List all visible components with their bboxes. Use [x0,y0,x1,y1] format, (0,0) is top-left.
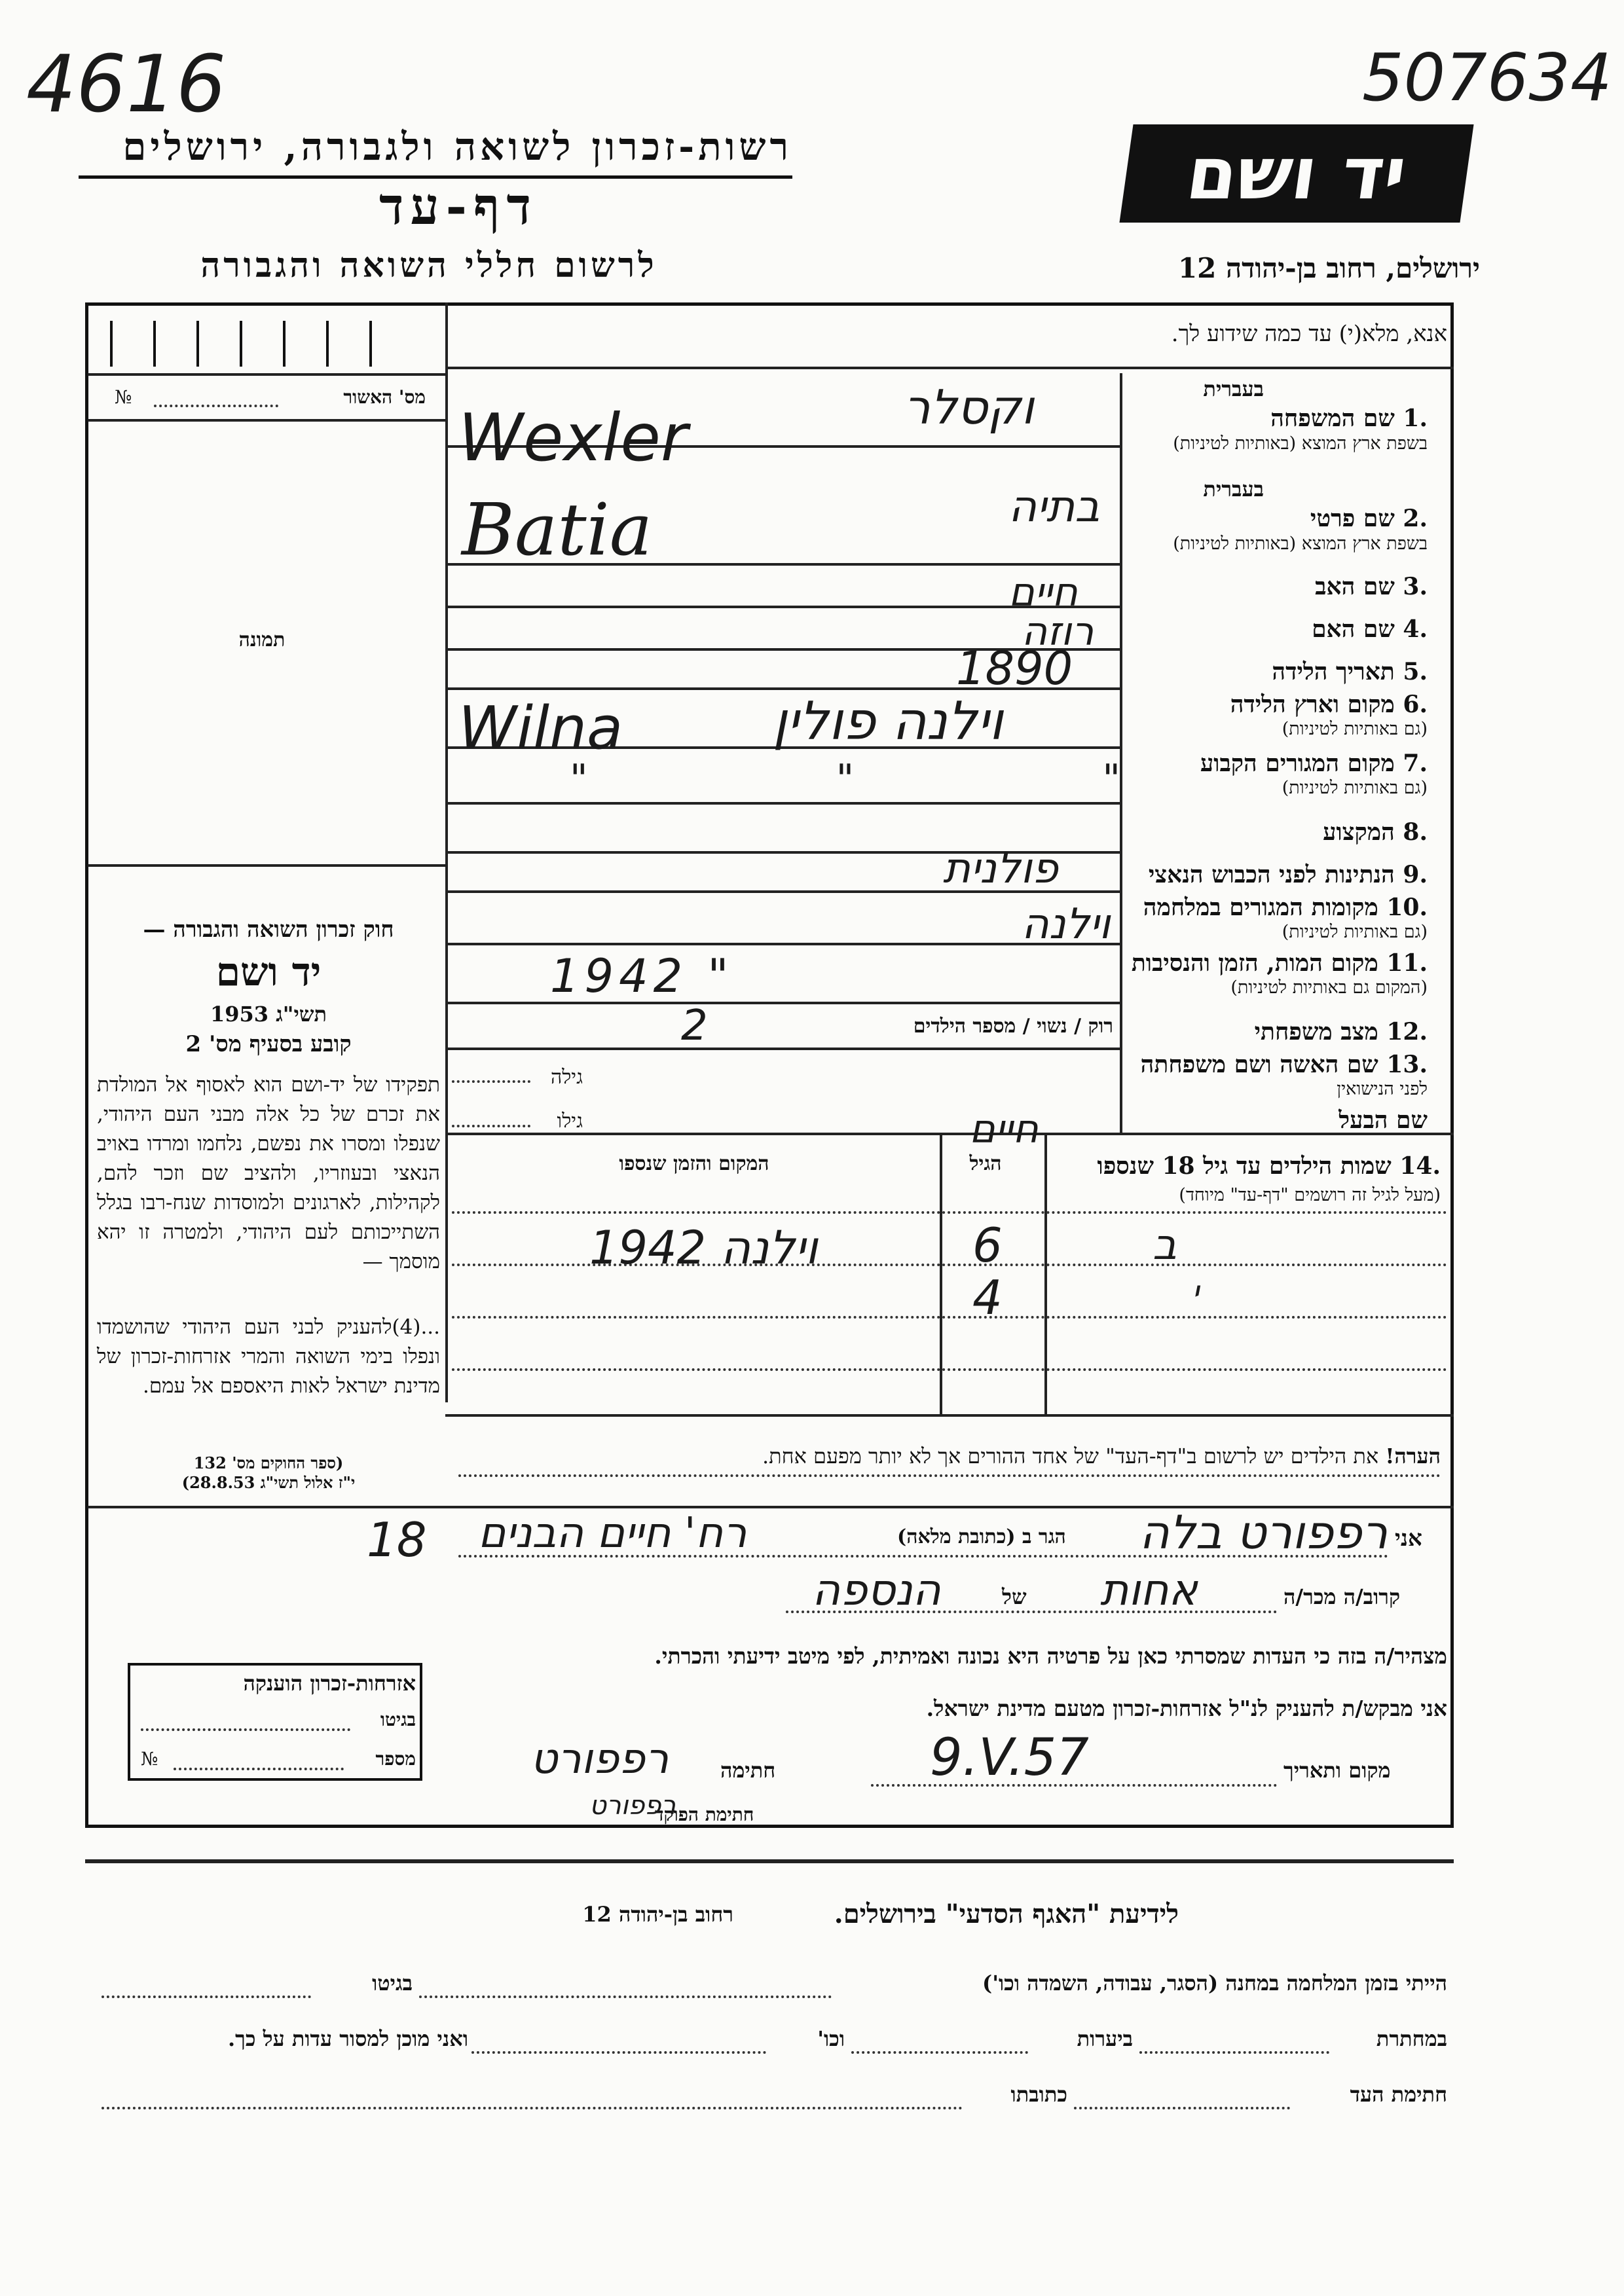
birth-place-sub: (גם באותיות לטיניות) [1282,719,1428,739]
law-year-line [98,1002,439,1027]
war-residence-sub: (גם באותיות לטיניות) [1282,922,1428,942]
children-col-divider-2 [940,1133,942,1414]
husband-age-label: גילו [557,1110,583,1133]
bottom-line-2-c-rule [471,2051,766,2054]
children-sub: (מעל לגיל זה רושמים "דף-עד" מיוחד) [1179,1185,1441,1205]
form-subtitle: לרשום חללי השואה והגבורה [200,246,657,285]
children-row-3 [452,1316,1447,1319]
bottom-line-2-end: ואני מוכן למסור עדות על כך. [227,2026,468,2051]
child-1-age: 6 [972,1218,1003,1273]
note-text: את הילדים יש לרשום ב"דף-העד" של אחד ההורים אך לא יותר מפעם אחת. [762,1444,1379,1468]
bottom-section-rule [85,1859,1454,1863]
field-8-label [1126,818,1428,846]
child-2-age: 4 [972,1270,1003,1325]
field-14-number: .14 [1391,1152,1441,1180]
field-11-label [1126,949,1428,977]
wife-name-label: שם האשה ושם משפחתה [1140,1051,1378,1078]
signature-value: רפפורט [530,1735,669,1783]
officer-label: חתימת הפוקד [655,1804,754,1825]
residing-label: הגר ב (כתובת מלאה) [897,1525,1066,1548]
note-title: הערה! [1385,1444,1441,1468]
cert-top-rule [88,373,447,376]
bottom-line-3-a: חתימת העד [1350,2082,1447,2107]
cert-no-suffix: № [115,386,132,408]
husband-name: חיים [969,1106,1039,1152]
wife-age-line [452,1080,530,1083]
field-10-label [1126,894,1428,921]
row-rule-11 [445,1002,1120,1004]
officer-signature: רפפורט [589,1791,676,1821]
death-value: 1942 " [550,949,734,1003]
row-rule-7 [445,802,1120,805]
birth-place-hebrew: וילנה פולין [773,691,1003,752]
first-name-sub: בשפת ארץ המוצא (באותיות לטיניות) [1173,534,1428,554]
law-year: 1953 [210,1002,269,1027]
field-3-number: .3 [1394,573,1428,600]
nationality-value: פולנית [943,845,1058,893]
cert-bottom-rule [88,419,447,422]
first-name-hebrew: בתיה [1008,481,1100,532]
instruction: אנא, מלא(י) עד כמה שידוע לך. [1171,321,1447,347]
children-label: שמות הילדים עד גיל 18 שנספו [1097,1152,1392,1180]
header-address: ירושלים, רחוב בן-יהודה 12 [1177,252,1480,284]
authority-name: רשות-זכרון לשואה ולגבורה, ירושלים [122,124,792,169]
profession-label: המקצוע [1323,818,1395,846]
field-4-label [1126,615,1428,643]
wife-name-sub: לפני הנישואין [1337,1079,1428,1099]
father-name: חיים [1008,570,1078,615]
relative-label: קרוב/ה מכר/ה [1283,1584,1401,1609]
bottom-line-1-end: בגיטו [372,1971,413,1995]
children-row-4 [452,1368,1447,1371]
law-source-date: י"ז אלול תשי"ג 28.8.53) [181,1473,356,1492]
bottom-line-2-a: במחתרת [1376,2026,1447,2051]
birth-place-label: מקום וארץ הלידה [1230,691,1395,718]
law-title: חוק זכרון השואה והגבורה — [143,917,394,943]
bottom-line-3-b-rule [101,2107,963,2109]
signature-label: חתימה [720,1758,776,1783]
mother-name: רוזה [1022,609,1094,655]
husband-label: שם הבעל [1338,1106,1428,1134]
bottom-line-1-end-rule [101,1995,311,1998]
field-1-number: .1 [1394,405,1428,432]
wife-age-label: גילה [550,1066,583,1089]
yad-vashem-logo: יד ושם [1119,124,1473,223]
relation-of-value: הנספה [812,1565,941,1615]
field-4-number: .4 [1394,615,1428,643]
nationality-label: הנתינות לפני הכבוש הנאצי [1148,861,1395,888]
field-14-label [1048,1152,1441,1180]
law-body: תפקידו של יד-ושם הוא לאסוף אל המולדת את זכרם של כל אלה מבני העם היהודי, שנפלו ומסרו את נפשם, נלחמו ומרדו באויב הנאצי ובעוזריו, ולהציב שם וזכר להם, לקהילות, לארגונים ולמוסדות שנח-רבו בגלל השתייכותם לעם היהודי, ולמטרה זו יהא מוסמך — [97,1073,440,1273]
law-name: יד ושם [215,949,322,995]
bottom-line-2-c: וכו' [817,2026,845,2051]
citizenship-ghetto-line [141,1728,350,1731]
bottom-line-2-b: ביערות [1077,2026,1133,2051]
residence-label: מקום המגורים הקבוע [1200,750,1395,777]
cert-no-label: מס' האשור [343,386,426,408]
photo-bottom-rule [88,864,447,867]
children-row-1 [452,1211,1447,1214]
residence-sub: (גם באותיות לטיניות) [1282,778,1428,798]
declarant-address-number: 18 [367,1512,427,1567]
declarant-line [458,1555,1388,1558]
child-2-name: י [1192,1273,1200,1311]
of-label: של [1002,1584,1027,1609]
bottom-line-2-b-rule [851,2051,1028,2054]
field-9-number: .9 [1394,861,1428,888]
children-place-header: המקום והזמן שנספו [619,1152,769,1175]
field-13-label [1126,1051,1428,1078]
child-1-place: וילנה 1942 [589,1221,818,1275]
marital-options: רוק / נשוי / מספר הילדים [913,1015,1113,1038]
declaration-text: מצהיר/ה בזה כי העדות שמסרתי כאן על פרטיה היא נכונה ואמיתית, לפי מיטב ידיעתי והכרתי. [654,1643,1447,1669]
family-name-sub: בשפת ארץ המוצא (באותיות לטיניות) [1173,433,1428,454]
law-clause: ...(4)להעניק לבני העם היהודי שהושמדו ונפלו בימי השואה והמרי אזרחות-זכרון של מדינת ישראל לאות היאספם אל עמם. [97,1315,440,1398]
law-year-hebrew: תשי"ג [276,1002,327,1027]
field-5-number: .5 [1394,658,1428,685]
bottom-line-3-b: כתובתו [1010,2082,1067,2107]
citizenship-ghetto: בגיטו [380,1709,416,1730]
note-line [458,1444,1441,1468]
row-rule-10 [445,943,1120,945]
death-label: מקום המות, הזמן והנסיבות [1131,949,1378,977]
i-label: אני [1395,1525,1422,1552]
field-9-label [1126,861,1428,888]
top-rule [445,367,1454,369]
cert-no-line [154,405,278,407]
residence-ditto: " " " [570,756,1238,802]
field-6-number: .6 [1394,691,1428,718]
citizenship-no-suffix: № [141,1748,158,1770]
field-1-label [1126,405,1428,432]
birth-place-latin: Wilna [458,694,623,763]
photo-label: תמונה [238,629,286,651]
declarant-address: רח' חיים הבנים [478,1509,747,1558]
war-residence-label: מקומות המגורים במלחמה [1143,894,1378,921]
bottom-line-2-a-rule [1139,2051,1329,2054]
row-rule-12 [445,1048,1120,1050]
first-name-label: שם פרטי [1310,505,1395,532]
label-column-divider [1120,373,1122,1133]
field-2-label [1126,505,1428,532]
field-2-number: .2 [1394,505,1428,532]
family-name-latin: Wexler [458,399,688,476]
field-13-number: .13 [1378,1051,1428,1078]
request-text: אני מבקש/ת להעניק לנ"ל אזרחות-זכרון מטעם מדינת ישראל. [926,1696,1447,1721]
field-11-number: .11 [1378,949,1428,977]
field-3-label [1126,573,1428,600]
form-title: דף-עד [379,177,538,236]
field-7-number: .7 [1394,750,1428,777]
law-section: קובע בסעיף מס' 2 [185,1031,352,1057]
note-line-rule [458,1474,1441,1477]
father-label: שם האב [1315,573,1395,600]
citizenship-no-label: מספר [375,1748,416,1770]
archive-number: 507634 [1362,39,1612,116]
birth-date-label: תאריך הלידה [1272,658,1395,685]
info-title: לידיעת "האגף הסדעי" בירושלים. [834,1899,1179,1929]
children-age-header: הגיל [969,1152,1002,1175]
law-source: (ספר החוקים מס' 132 [193,1453,344,1472]
family-name-hebrew: וקסלר [904,380,1034,435]
hebrew-tag-2: בעברית [1203,477,1264,501]
first-name-latin: Batia [462,488,653,572]
place-date-line [871,1784,1277,1787]
citizenship-title: אזרחות-זכרון הוענקה [243,1671,416,1696]
husband-age-line [452,1125,530,1127]
hebrew-tag-1: בעברית [1203,376,1264,401]
field-12-label [1126,1018,1428,1046]
mother-label: שם האם [1312,615,1395,643]
war-residence-value: וילנה [1022,900,1111,949]
tick-strip [110,321,424,373]
corner-handwritten-number: 4616 [26,39,227,130]
field-10-number: .10 [1378,894,1428,921]
bottom-line-1-rule [419,1995,832,1998]
declarant-name: רפפורט בלה [1139,1506,1388,1559]
bottom-line-3-a-rule [1074,2107,1290,2109]
field-8-number: .8 [1394,818,1428,846]
info-address: רחוב בן-יהודה 12 [582,1902,733,1927]
family-name-label: שם המשפחה [1270,405,1395,432]
date-signed: 9.V.57 [930,1728,1089,1787]
birth-date: 1890 [956,642,1073,695]
relation-line [786,1611,1277,1613]
relation-value: אחות [1100,1565,1198,1615]
children-col-divider-1 [1044,1133,1047,1414]
field-6-label [1126,691,1428,718]
child-1-name: ב [1153,1221,1177,1269]
children-count: 2 [681,1002,708,1050]
place-date-label: מקום ותאריך [1283,1758,1391,1783]
field-5-label [1126,658,1428,685]
bottom-line-1: הייתי בזמן המלחמה במחנה (הסגר, עבודה, השמדה וכו') [982,1971,1447,1995]
death-sub: (המקום גם באותיות לטיניות) [1230,977,1428,998]
citizenship-no-line [174,1768,344,1770]
children-bottom-rule [445,1414,1454,1417]
marital-label: מצב משפחתי [1254,1018,1378,1046]
field-12-number: .12 [1378,1018,1428,1046]
